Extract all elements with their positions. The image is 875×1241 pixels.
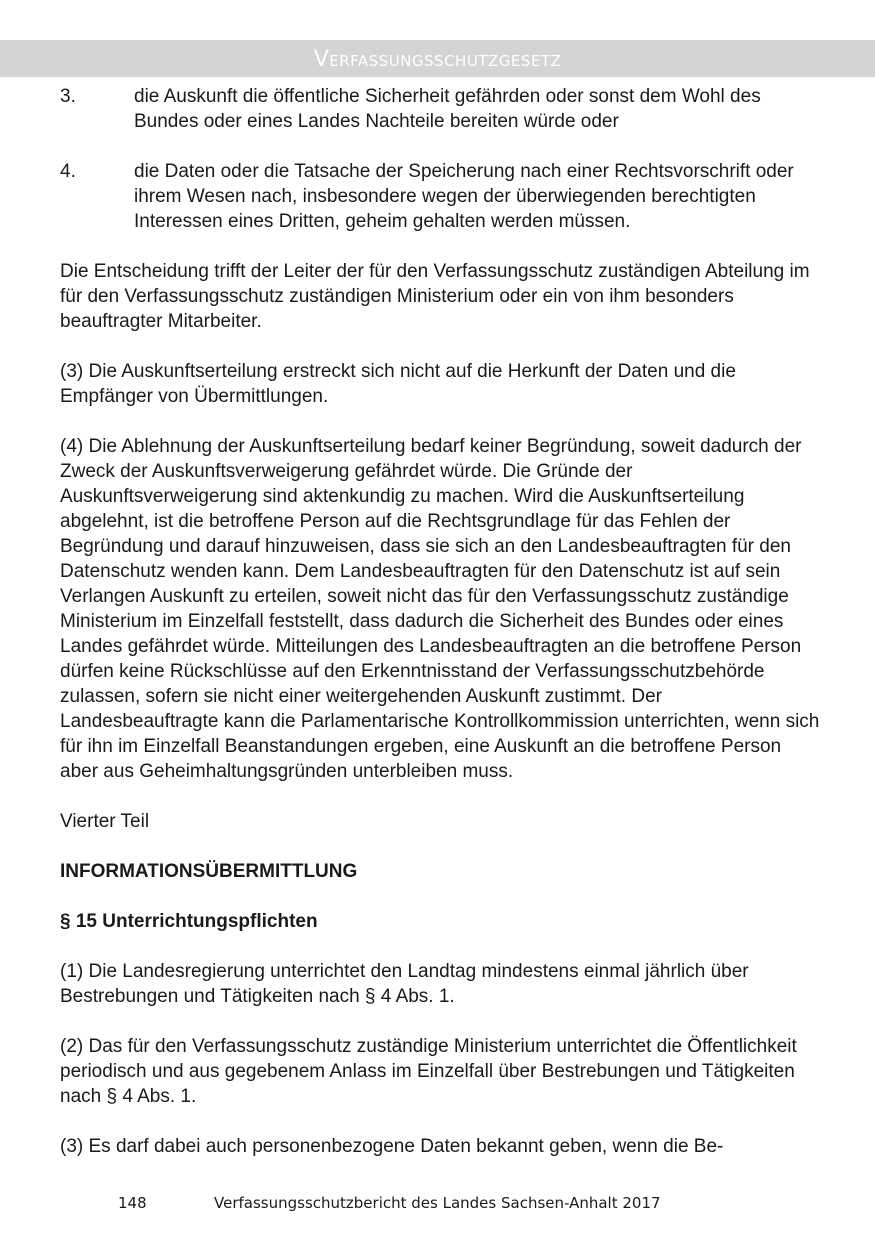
section-paragraph-1: (1) Die Landesregierung unterrichtet den Landtag mindestens einmal jährlich über Bestrebungen und Tätigkeiten nach § 4 Abs. 1. [60, 961, 749, 1007]
part-heading: INFORMATIONSÜBERMITTLUNG [60, 861, 358, 882]
section-paragraph-2: (2) Das für den Verfassungsschutz zuständige Ministerium unterrichtet die Öffentlichkeit periodisch und aus gegebenem Anlass im Einzelfall über Bestrebungen und Tätigkeiten nach § 4 Abs. 1. [60, 1036, 797, 1107]
paragraph-4: (4) Die Ablehnung der Auskunftserteilung bedarf keiner Begründung, soweit dadurch der Zweck der Auskunftsverweigerung gefährdet würde. Die Gründe der Auskunftsverweigerung sind aktenkundig zu machen. Wird die Auskunftserteilung abgelehnt, ist die betroffene Person auf die Rechtsgrundlage für das Fehlen der Begründung und darauf hinzuweisen, dass sie sich an den Landesbeauftragten für den Datenschutz wenden kann. Dem Landesbeauftragten für den Datenschutz ist auf sein Verlangen Auskunft zu erteilen, soweit nicht das für den Verfassungsschutz zuständige Ministerium im Einzelfall feststellt, dass dadurch die Sicherheit des Bundes oder eines Landes gefährdet würde. Mitteilungen des Landesbeauftragten an die betroffene Person dürfen keine Rückschlüsse auf den Erkenntnisstand der Verfassungsschutzbehörde zulassen, sofern sie nicht einer weitergehenden Auskunft zustimmt. Der Landesbeauftragte kann die Parlamentarische Kontrollkommission unterrichten, wenn sich für ihn im Einzelfall Beanstandungen ergeben, eine Auskunft an die betroffene Person aber aus Geheimhaltungsgründen unterbleiben muss. [60, 436, 820, 782]
list-item-number: 4. [60, 161, 76, 182]
running-header-title: Verfassungsschutzgesetz [313, 47, 562, 72]
list-item [60, 159, 820, 234]
part-label: Vierter Teil [60, 811, 150, 832]
paragraph-decision: Die Entscheidung trifft der Leiter der für den Verfassungsschutz zuständigen Abteilung im für den Verfassungsschutz zuständigen Ministerium oder ein von ihm besonders beauftragter Mitarbeiter. [60, 261, 810, 332]
list-item-text: die Daten oder die Tatsache der Speicherung nach einer Rechtsvorschrift oder ihrem Wesen nach, insbesondere wegen der überwiegenden berechtigten Interessen eines Dritten, geheim gehalten werden müssen. [134, 161, 794, 232]
list-item-number: 3. [60, 86, 76, 107]
footer-title: Verfassungsschutzbericht des Landes Sachsen-Anhalt 2017 [214, 1194, 661, 1212]
page-body [60, 84, 820, 1159]
list-item-text: die Auskunft die öffentliche Sicherheit gefährden oder sonst dem Wohl des Bundes oder eines Landes Nachteile bereiten würde oder [134, 86, 761, 132]
section-heading: § 15 Unterrichtungspflichten [60, 911, 318, 932]
page-number: 148 [118, 1194, 147, 1212]
paragraph-3: (3) Die Auskunftserteilung erstreckt sich nicht auf die Herkunft der Daten und die Empfänger von Übermittlungen. [60, 361, 736, 407]
list-item [60, 84, 820, 134]
section-paragraph-3: (3) Es darf dabei auch personenbezogene Daten bekannt geben, wenn die Be- [60, 1136, 724, 1157]
running-header [0, 40, 875, 77]
